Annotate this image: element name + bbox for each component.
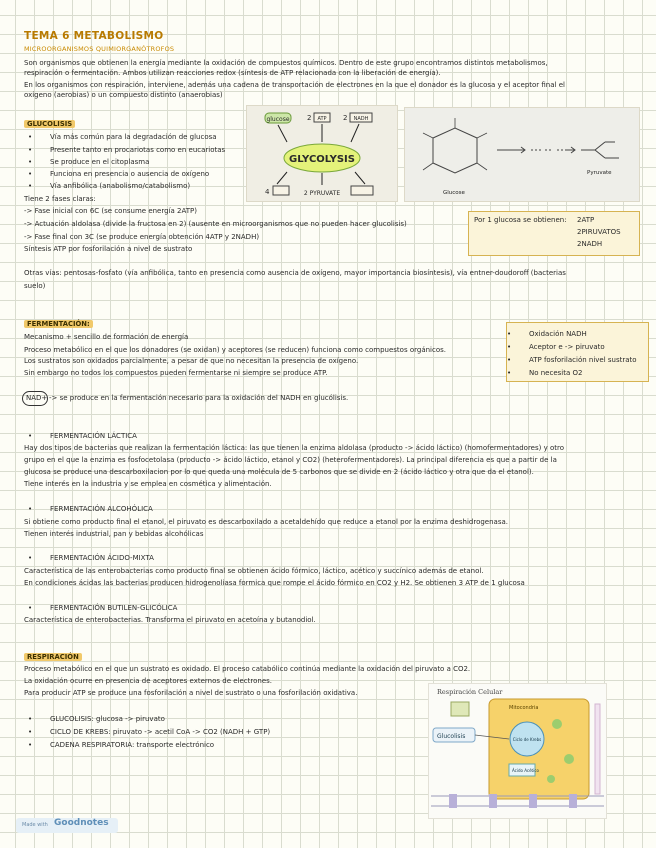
otras-line: suelo) [24,282,46,290]
alcoholica-line: Si obtiene como producto final el etanol, el piruvato es descarboxilado a acetaldehído que reduce a etanol por la enzima deshidrogenasa. [24,518,508,526]
yield-label: Por 1 glucosa se obtienen: [474,216,567,224]
lactica-heading: • FERMENTACIÓN LÁCTICA [50,432,137,442]
summary-item: • Oxidación NADH [529,330,587,340]
acido-mixta-line: En condiciones ácidas las bacterias producen hidrogenoliasa formica que rompe el ácido fórmico en CO2 y H2. Se obtienen 3 ATP de 1 glucosa [24,579,525,587]
respiracion-celular-figure [428,683,607,819]
respiracion-heading [24,653,82,663]
figure-acido-label: Ácido Acético [512,768,539,773]
list-item: • Se produce en el citoplasma [50,158,149,168]
sketch-glucose-label: glucose [266,116,290,123]
figure-glucolisis-label: Glucolisis [437,733,466,740]
sketch-center-label: GLYCOLYSIS [289,154,355,165]
phase-line: Tiene 2 fases claras: [24,195,96,203]
intro-line: respiración o fermentación. Ambos utilizan reacciones redox (síntesis de ATP relacionada con la liberación de energía). [24,69,441,77]
phase-line: -> Fase inicial con 6C (se consume energía 2ATP) [24,207,197,215]
phase-line: -> Fase final con 3C (se produce energía obtención 4ATP y 2NADH) [24,233,260,241]
lactica-line: grupo en el que la enzima es fosfocetolasa (producto -> ácido láctico, etanol y CO2) (heterofermentadores). La principal diferencia es que a partir de la [24,456,557,464]
fermentacion-line: Mecanismo + sencillo de formación de energía [24,333,189,341]
sketch-pyruvate-label: 2 PYRUVATE [303,190,341,197]
glucose-to-pyruvate-diagram [405,108,639,201]
fermentacion-heading-label: FERMENTACIÓN: [24,320,93,328]
glucolisis-heading [24,120,75,130]
intro-line: oxígeno (aerobias) o un compuesto distinto (anaerobias) [24,91,223,99]
respiracion-celular-diagram [429,684,606,818]
figure-krebs-label: Ciclo de Krebs [512,737,542,742]
glucose-caption: Glucose [443,190,465,196]
list-item: • Funciona en presencia o ausencia de oxígeno [50,170,209,180]
lactica-line: Tiene interés en la industria y se emplea en cosmética y alimentación. [24,480,272,488]
respiracion-line: Proceso metabólico en el que un sustrato es oxidado. El proceso catabólico continúa mediante la oxidación del piruvato a CO2. [24,665,471,673]
intro-line: En los organismos con respiración, interviene, además una cadena de transportación de electrones en la que el donador es la glucosa y el aceptor final el [24,81,565,89]
list-item: • GLUCOLISIS: glucosa -> piruvato [50,715,165,725]
list-item: • Vía más común para la degradación de glucosa [50,133,217,143]
fermentacion-line: Proceso metabólico en el que los donadores (se oxidan) y aceptores (se reducen) funciona como compuestos orgánicos. [24,346,446,354]
acido-mixta-heading: • FERMENTACIÓN ÁCIDO-MIXTA [50,554,154,564]
pyruvate-caption: Pyruvate [587,170,612,176]
fermentacion-heading [24,320,93,330]
phase-line: Síntesis ATP por fosforilación a nivel de sustrato [24,245,193,253]
summary-item: • Aceptor e -> piruvato [529,343,605,353]
respiracion-line: La oxidación ocurre en presencia de aceptores externos de electrones. [24,677,273,685]
acido-mixta-line: Característica de las enterobacterias como producto final se obtienen ácido fórmico, láctico, acético y succínico además de etanol. [24,567,484,575]
yield-item: 2PIRUVATOS [577,228,621,236]
watermark-brand: Goodnotes [54,818,109,828]
sketch-atp-top-label: ATP [317,116,327,122]
lactica-line: Hay dos tipos de bacterias que realizan la fermentación láctica: las que tienen la enzima aldolasa (producto -> ácido láctico) (homofermentadores) y otro [24,444,564,452]
sketch-atp-top-count: 2 [307,114,312,122]
nad-badge [22,391,48,406]
glucose-pyruvate-structure-image [404,107,640,202]
fermentacion-line: Sin embargo no todos los compuestos pueden fermentarse ni siempre se produce ATP. [24,369,328,377]
list-item: • Vía anfibólica (anabolismo/catabolismo) [50,182,190,192]
butilen-heading: • FERMENTACIÓN BUTILEN-GLICÓLICA [50,604,177,614]
glycolysis-sketch-image [246,105,398,202]
glucolisis-heading-label: GLUCOLISIS [24,120,75,128]
page-title: TEMA 6 METABOLISMO [24,30,164,42]
alcoholica-line: Tienen interés industrial, pan y bebidas alcohólicas [24,530,204,538]
figure-mito-label: Mitocondria [509,705,539,711]
sketch-atp-bottom-count: 4 [265,188,270,196]
list-item: • CICLO DE KREBS: piruvato -> acetil CoA -> CO2 (NADH + GTP) [50,728,270,738]
lactica-line: glucosa se produce una descarboxilacion por lo que queda una molécula de 5 carbonos que se divide en 2 (ácido láctico y otra que da el etanol). [24,468,534,476]
respiracion-heading-label: RESPIRACIÓN [24,653,82,661]
yield-item: 2ATP [577,216,595,224]
yield-item: 2NADH [577,240,603,248]
list-item: • CADENA RESPIRATORIA: transporte electrónico [50,741,214,751]
page-subtitle: MICROORGANISMOS QUIMIORGANÓTROFOS [24,45,175,53]
nad-badge-label: NAD+ [26,394,48,402]
butilen-line: Característica de enterobacterias. Transforma el piruvato en acetoína y butanodiol. [24,616,316,624]
watermark-prefix: Made with [22,822,48,828]
otras-line: Otras vías: pentosas-fosfato (vía anfibólica, tanto en presencia como ausencia de oxígeno, mayor importancia biosíntesis), vía entner-doudoroff (bacterias [24,269,566,277]
figure-title: Respiración Celular [437,688,503,696]
alcoholica-heading: • FERMENTACIÓN ALCOHÓLICA [50,505,153,515]
glycolysis-sketch [247,106,397,201]
list-item: • Presente tanto en procariotas como en eucariotas [50,146,225,156]
goodnotes-watermark [16,818,118,833]
intro-line: Son organismos que obtienen la energía mediante la oxidación de compuestos químicos. Dentro de este grupo encontramos distintos metabolismos, [24,59,548,67]
fermentacion-line: Los sustratos son oxidados parcialmente, a pesar de que no necesitan la presencia de oxígeno. [24,357,359,365]
summary-item: • No necesita O2 [529,369,582,379]
fermentacion-summary-box [506,322,649,382]
phase-line: -> Actuación aldolasa (divide la fructosa en 2) (ausente en microorganismos que no pueden hacer glucolisis) [24,220,407,228]
sketch-nadh-top-count: 2 [343,114,348,122]
glucose-yield-box [468,211,640,256]
sketch-nadh-label: NADH [353,116,369,122]
summary-item: • ATP fosforilación nivel sustrato [529,356,637,366]
respiracion-line: Para producir ATP se produce una fosforilación a nivel de sustrato o una fosforilación oxidativa. [24,689,358,697]
nad-line: -> se produce en la fermentación necesario para la oxidación del NADH en glucólisis. [49,394,349,402]
